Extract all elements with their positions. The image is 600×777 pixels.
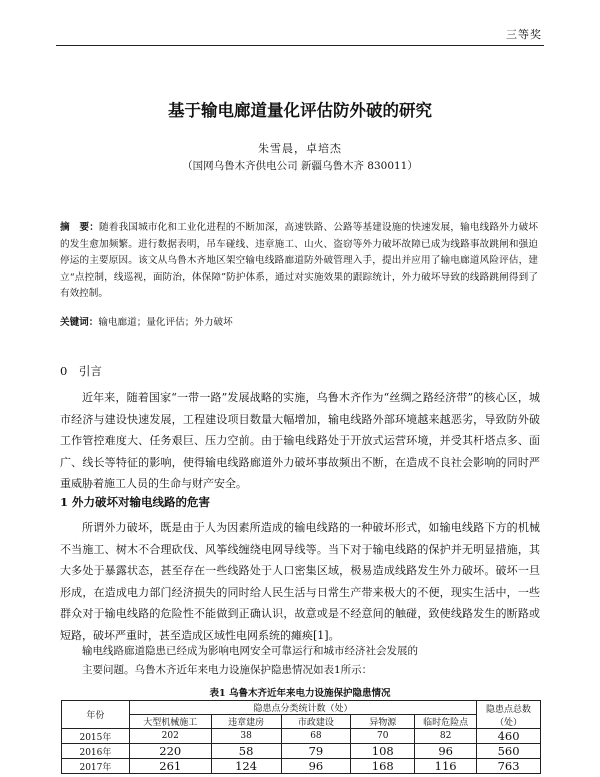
table-header-group: 隐患点分类统计数（处）: [129, 701, 476, 715]
keywords: [60, 314, 538, 328]
table-cell: 58: [211, 744, 281, 759]
table-cell: 261: [129, 759, 211, 774]
table-cell: 70: [351, 729, 415, 744]
table-cell: 168: [351, 759, 415, 774]
table-cell: 96: [281, 759, 351, 774]
table-cell: 96: [415, 744, 477, 759]
table-header-cat: 大型机械施工: [129, 715, 211, 729]
table-cell: 108: [351, 744, 415, 759]
abstract-label: 摘 要：: [60, 222, 100, 233]
table-cell: 79: [281, 744, 351, 759]
award-label: 三等奖: [506, 28, 542, 41]
affiliation: （国网乌鲁木齐供电公司 新疆乌鲁木齐 830011）: [182, 160, 418, 172]
paragraph-line: 输电线路廊道隐患已经成为影响电网安全可靠运行和城市经济社会发展的: [82, 645, 418, 657]
table-cell-year: 2017年: [62, 759, 130, 774]
paper-title: 基于输电廊道量化评估防外破的研究: [168, 101, 432, 120]
table-row: [62, 729, 541, 744]
table-row: [62, 744, 541, 759]
section-0-heading: 0 引言: [60, 364, 102, 378]
table-header-cat: 市政建设: [281, 715, 351, 729]
table-cell: 38: [211, 729, 281, 744]
paragraph-line: 主要问题。乌鲁木齐近年来电力设施保护隐患情况如表1所示：: [82, 664, 373, 676]
table-header-total: 隐患点总数（处）: [477, 701, 541, 729]
paragraph-damage: 所谓外力破坏，既是由于人为因素所造成的输电线路的一种破坏形式，如输电线路下方的机械不当施工、树木不合理砍伐、风筝线缠绕电网导线等。当下对于输电线路的保护并无明显措施，其大多处于暴露状态，甚至存在一些线路处于人口密集区域，极易造成线路发生外力破坏。破坏一旦形成，在造成电力部门经济损失的同时给人民生活与日常生产带来极大的不便，现实生活中，一些群众对于输电线路的危险性不能做到正确认识，故意或是不经意间的触碰，致使线路发生的断路或短路，破坏严重时，甚至造成区域性电网系统的瘫痪[1]。: [60, 521, 540, 642]
section-1-heading: 1 外力破坏对输电线路的危害: [60, 495, 211, 509]
hazard-table: [61, 700, 541, 774]
table-cell-total: 763: [477, 759, 541, 774]
table-caption: 表1 乌鲁木齐近年来电力设施保护隐患情况: [209, 688, 391, 699]
table-cell-year: 2015年: [62, 729, 130, 744]
table-cell: 220: [129, 744, 211, 759]
table-row: [62, 759, 541, 774]
keywords-label: 关键词：: [60, 317, 99, 328]
authors: 朱雪晨，卓培杰: [258, 142, 342, 155]
keywords-text: 输电廊道；量化评估；外力破坏: [98, 317, 233, 328]
paragraph-intro: 近年来，随着国家“一带一路”发展战略的实施，乌鲁木齐作为“丝绸之路经济带”的核心区，城市经济与建设快速发展，工程建设项目数量大幅增加，输电线路外部环境越来越恶劣，导致防外破工作管控难度大、任务艰巨、压力空前。由于输电线路处于开放式运营环境，并受其杆塔点多、面广、线长等特征的影响，使得输电线路廊道外力破坏事故频出不断，在造成不良社会影响的同时严重威胁着施工人员的生命与财产安全。: [60, 391, 540, 490]
table-header-cat: 临时危险点: [415, 715, 477, 729]
table-cell: 116: [415, 759, 477, 774]
abstract: [60, 220, 538, 303]
table-header-year: 年份: [62, 701, 130, 729]
table-cell-year: 2016年: [62, 744, 130, 759]
table-header-cat: 违章建房: [211, 715, 281, 729]
table-cell: 82: [415, 729, 477, 744]
table-header-cat: 异物源: [351, 715, 415, 729]
header-rule: [56, 45, 544, 46]
table-cell-total: 560: [477, 744, 541, 759]
table-cell: 68: [281, 729, 351, 744]
abstract-text: 随着我国城市化和工业化进程的不断加深，高速铁路、公路等基建设施的快速发展，输电线路外力破坏的发生愈加频繁。进行数据表明，吊车碰线、违章施工、山火、盗窃等外力破坏故障已成为线路事故跳闸和强迫停运的主要原因。该文从乌鲁木齐地区架空输电线路廊道防外破管理入手，提出并应用了输电廊道风险评估，建立“点控制，线巡视，面防治，体保障”防护体系，通过对实施效果的跟踪统计，外力破坏导致的线路跳闸得到了有效控制。: [60, 222, 539, 299]
table-cell-total: 460: [477, 729, 541, 744]
table-cell: 202: [129, 729, 211, 744]
table-cell: 124: [211, 759, 281, 774]
